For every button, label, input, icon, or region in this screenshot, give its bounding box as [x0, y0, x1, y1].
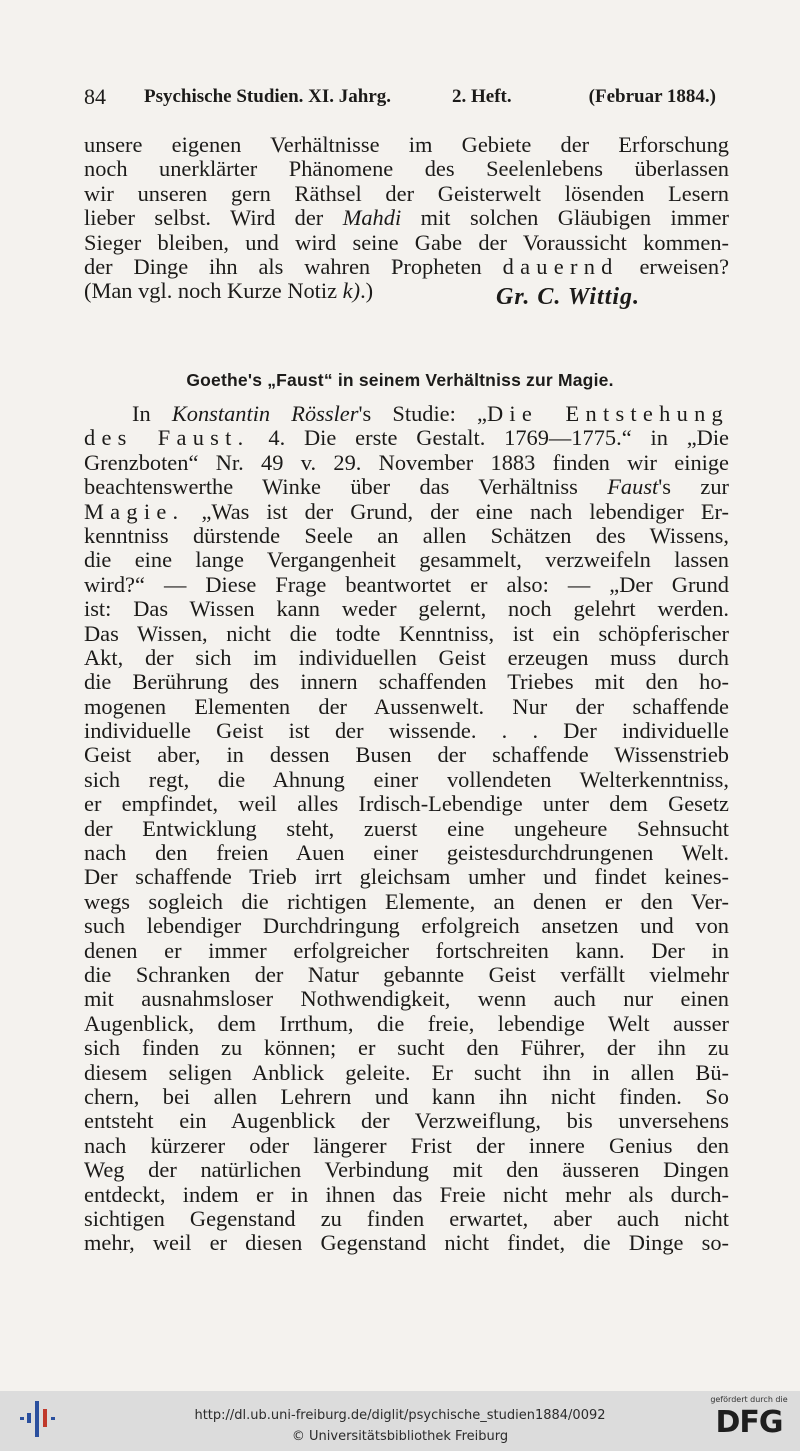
text-line: die Schranken der Natur gebannte Geist verfällt vielmehr [84, 961, 729, 987]
page-number: 84 [84, 84, 106, 109]
spaced-word: dauernd [502, 253, 619, 279]
journal-title: Psychische Studien. XI. Jahrg. [144, 86, 392, 107]
text-line: Grenzboten“ Nr. 49 v. 29. November 1883 finden wir einige [84, 449, 729, 475]
text-line: lieber selbst. Wird der Mahdi mit solchen Gläubigen immer [84, 205, 729, 231]
permalink-url[interactable]: http://dl.ub.uni-freiburg.de/diglit/psychische_studien1884/0092 [194, 1408, 606, 1423]
text-line: mit ausnahmsloser Nothwendigkeit, wenn auch nur einen [84, 986, 729, 1012]
text-line: des Faust. 4. Die erste Gestalt. 1769—1775.“ in „Die [84, 425, 729, 451]
text-line: chern, bei allen Lehrern und kann ihn nicht finden. So [84, 1083, 729, 1109]
text-line: der Dinge ihn als wahren Propheten dauernd erweisen? [84, 253, 730, 279]
dfg-logo[interactable]: DFG [715, 1405, 783, 1440]
text-line: such lebendiger Durchdringung erfolgreich ansetzen und von [84, 913, 729, 939]
text-line: wir unseren gern Räthsel der Geisterwelt lösenden Lesern [84, 180, 729, 206]
paragraph-faust [84, 402, 729, 1256]
text-line: die eine lange Vergangenheit gesammelt, verzweifeln lassen [84, 547, 729, 573]
text-line: entdeckt, indem er in ihnen das Freie nicht mehr als durch- [84, 1181, 729, 1207]
text-line: beachtenswerthe Winke über das Verhältniss Faust's zur [84, 474, 729, 500]
paragraph-previous-article [84, 133, 729, 304]
text-line: die Berührung des innern schaffenden Triebes mit den ho- [84, 669, 729, 695]
text-line: Akt, der sich im individuellen Geist erzeugen muss durch [84, 644, 729, 670]
text-line: er empfindet, weil alles Irdisch-Lebendige unter dem Gesetz [84, 791, 729, 817]
italic-name: Mahdi [342, 205, 402, 231]
text-line: (Man vgl. noch Kurze Notiz k).) [84, 278, 374, 304]
text-line: mogenen Elementen der Aussenwelt. Nur der schaffende [84, 693, 729, 719]
text-line: individuelle Geist ist der wissende. . . Der individuelle [84, 718, 729, 744]
funding-note: gefördert durch die [710, 1395, 788, 1404]
issue-number: 2. Heft. [452, 86, 512, 107]
text-line: Das Wissen, nicht die todte Kenntniss, ist ein schöpferischer [84, 620, 729, 646]
section-heading: Goethe's „Faust“ in seinem Verhältniss zur Magie. [186, 370, 614, 390]
text-line: sichtigen Gegenstand zu finden erwartet, aber auch nicht [84, 1205, 729, 1231]
copyright-notice: © Universitätsbibliothek Freiburg [291, 1429, 509, 1444]
text-line: denen er immer erfolgreicher fortschreiten kann. Der in [84, 937, 729, 963]
text-line: noch unerklärter Phänomene des Seelenlebens überlassen [84, 156, 729, 182]
text-line: unsere eigenen Verhältnisse im Gebiete der Erforschung [84, 132, 729, 157]
text-line: kenntniss dürstende Seele an allen Schätzen des Wissens, [84, 522, 729, 548]
italic-name: Konstantin Rössler [171, 401, 359, 426]
author-signature: Gr. C. Wittig. [496, 284, 641, 310]
text-line: wird?“ — Diese Frage beantwortet er also: — „Der Grund [84, 571, 729, 597]
text-line: In Konstantin Rössler's Studie: „Die Entstehung [132, 401, 730, 426]
text-line: nach den freien Auen einer geistesdurchdrungenen Welt. [84, 840, 729, 866]
text-line: Sieger bleiben, und wird seine Gabe der Voraussicht kommen- [84, 229, 729, 255]
text-line: Der schaffende Trieb irrt gleichsam umher und findet keines- [84, 864, 729, 890]
text-line: Augenblick, dem Irrthum, die freie, lebendige Welt ausser [84, 1010, 729, 1036]
text-line: Weg der natürlichen Verbindung mit den äusseren Dingen [84, 1157, 729, 1183]
text-line: der Entwicklung steht, zuerst eine ungeheure Sehnsucht [84, 815, 729, 841]
text-line: Magie. „Was ist der Grund, der eine nach lebendiger Er- [84, 498, 729, 524]
issue-date: (Februar 1884.) [588, 86, 716, 107]
text-line: mehr, weil er diesen Gegenstand nicht findet, die Dinge so- [84, 1230, 729, 1256]
text-line: nach kürzerer oder längerer Frist der innere Genius den [84, 1132, 729, 1158]
text-line: Geist aber, in dessen Busen der schaffende Wissenstrieb [84, 742, 729, 768]
text-line: ist: Das Wissen kann weder gelernt, noch gelehrt werden. [84, 596, 729, 622]
text-line: sich finden zu können; er sucht den Führer, der ihn zu [84, 1035, 729, 1061]
text-line: entsteht ein Augenblick der Verzweiflung, bis unversehens [84, 1108, 729, 1134]
text-line: wegs sogleich die richtigen Elemente, an denen er den Ver- [84, 888, 729, 914]
text-line: diesem seligen Anblick geleite. Er sucht ihn in allen Bü- [84, 1059, 729, 1085]
spaced-title: Die Entstehung [486, 401, 730, 426]
text-line: sich regt, die Ahnung einer vollendeten Welterkenntniss, [84, 766, 729, 792]
viewer-footer [0, 1391, 800, 1451]
running-head [84, 82, 716, 114]
